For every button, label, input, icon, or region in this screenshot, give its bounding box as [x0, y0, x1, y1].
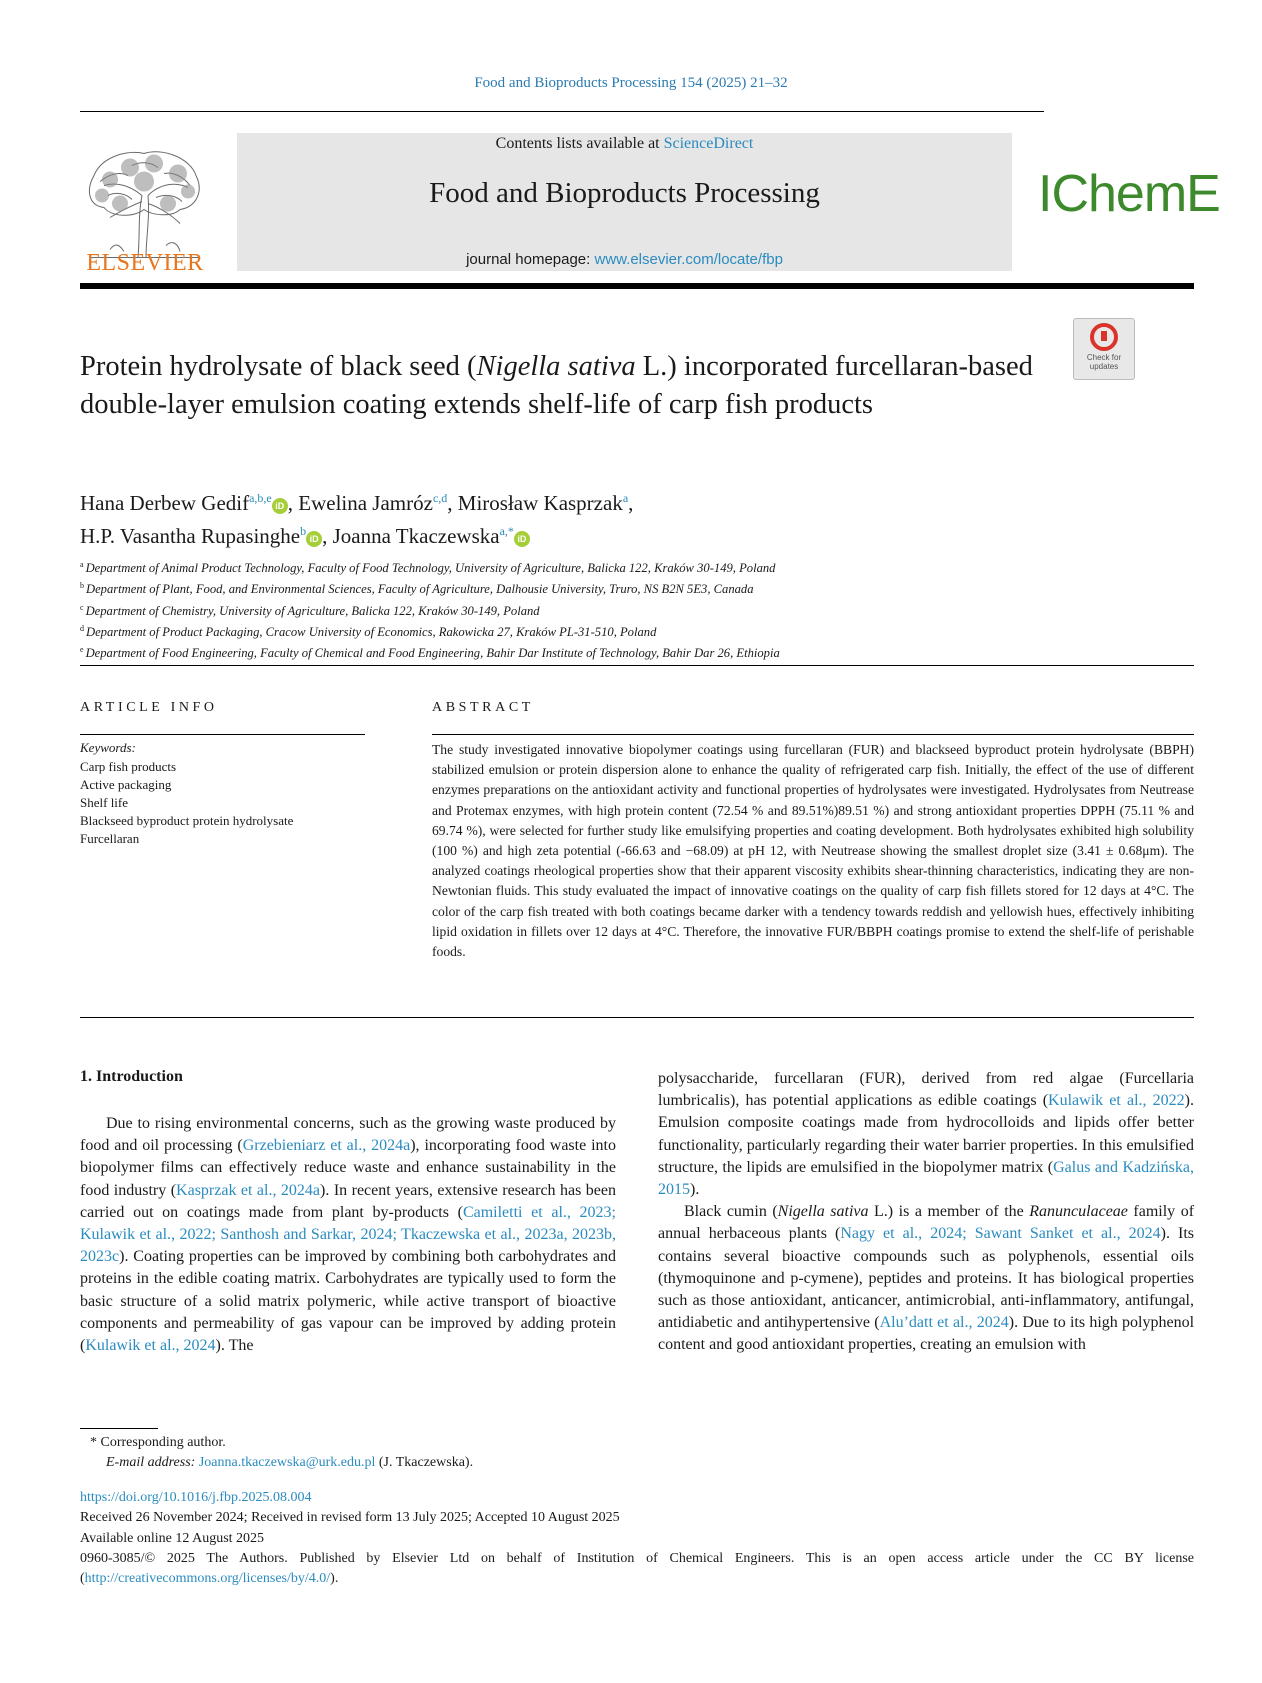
abstract-text: The study investigated innovative biopolymer coatings using furcellaran (FUR) and blackseed byproduct protein hydrolysate (BBPH) stabilized emulsion or protein dispersion alone to enhance the quality of refrigerated carp fish. Initially, the effect of the use of different enzymes preparations on the antioxidant activity and functional properties of hydrolysates were investigated. Hydrolysates from Neutrease and Protemax enzymes, with high protein content (72.54 % and 89.51%)89.51 %) and strong antioxidant properties DPPH (75.11 % and 69.74 %), were selected for further study like emulsifying properties and coating development. Both hydrolysates exhibited high solubility (100 %) and high zeta potential (-66.63 and −68.09) at pH 12, with Neutrease showing the smallest droplet size (3.41 ± 0.68μm). The analyzed coatings rheological properties show that their apparent viscosity exhibits shear-thinning characteristics, indicating they are non-Newtonian fluids. This study evaluated the impact of innovative coatings on the quality of carp fish fillets stored for 12 days at 4°C. The color of the carp fish treated with both coatings became darker with a tendency towards reddish and yellowish hues, effectively inhibiting lipid oxidation in fillets over 12 days at 4°C. Therefore, the innovative FUR/BBPH coatings promise to extend the shelf-life of perishable foods. [432, 742, 1194, 960]
abstract-heading: ABSTRACT [432, 700, 534, 715]
text-run: ). Coating properties can be improved by combining both carbohydrates and proteins in the edible coating matrix. Carbohydrates are typically used to form the basic structure of a solid matrix polymeric, while active transport of bioactive components and permeability of gas vapour can be improved by adding protein ( [80, 1248, 616, 1355]
affiliation-text: Department of Product Packaging, Cracow University of Economics, Rakowicka 27, Kraków PL-31-510, Poland [86, 624, 657, 639]
text-run: family of annual herbaceous plants ( [658, 1203, 1195, 1243]
author-name[interactable]: Joanna Tkaczewska [332, 524, 500, 548]
author-name[interactable]: Hana Derbew Gedif [80, 491, 250, 515]
keyword-item: Shelf life [80, 795, 129, 810]
citation-link[interactable]: Kulawik et al., 2022 [1048, 1092, 1185, 1110]
license-link[interactable]: http://creativecommons.org/licenses/by/4.0/ [84, 1571, 331, 1587]
title-part2: L.) incorporated furcellaran-based double-layer emulsion coating extends shelf-life of carp fish products [80, 351, 1033, 420]
header-rule [80, 111, 1044, 112]
affiliation-key: d [80, 623, 84, 633]
icheme-logo: IChemE [1038, 165, 1220, 223]
text-run: Due to rising environmental concerns, such as the growing waste produced by food and oil processing ( [80, 1115, 616, 1155]
text-run: polysaccharide, furcellaran (FUR), derived from red algae (Furcellaria lumbricalis), has potential applications as edible coatings ( [658, 1070, 1194, 1110]
affiliation-item [80, 556, 1194, 577]
author-list [80, 484, 1040, 550]
author-affiliation-marks[interactable]: b [300, 524, 307, 538]
citation-link[interactable]: Kulawik et al., 2024 [85, 1337, 216, 1355]
corresponding-footnote [80, 1433, 473, 1473]
citation-link[interactable]: Grzebieniarz et al., 2024a [242, 1137, 411, 1155]
email-line [80, 1453, 473, 1473]
article-metadata [80, 1488, 1194, 1589]
affiliation-item [80, 620, 1194, 641]
keyword-item: Furcellaran [80, 831, 140, 846]
keywords-list [80, 758, 293, 848]
abstract-rule [432, 734, 1194, 735]
text-run: ). The [215, 1337, 254, 1355]
author-name[interactable]: H.P. Vasantha Rupasinghe [80, 524, 301, 548]
orcid-icon[interactable]: iD [514, 531, 530, 547]
species-name: Nigella sativa [777, 1203, 869, 1221]
affiliation-item [80, 641, 1194, 662]
doi-link[interactable]: https://doi.org/10.1016/j.fbp.2025.08.004 [80, 1490, 312, 1505]
affiliation-text: Department of Animal Product Technology, Faculty of Food Technology, University of Agriculture, Balicka 122, Kraków 30-149, Poland [85, 561, 776, 575]
author-affiliation-marks[interactable]: a [622, 491, 629, 505]
journal-masthead [237, 133, 1012, 271]
contents-line [237, 135, 1012, 153]
affiliation-item [80, 599, 1194, 620]
masthead-rule [80, 283, 1194, 289]
text-run: ). In recent years, extensive research has been carried out on coatings made from plant by-products ( [80, 1181, 617, 1221]
affiliation-key: b [80, 581, 84, 591]
journal-title: Food and Bioproducts Processing [429, 177, 820, 209]
email-label: E-mail address: [106, 1455, 196, 1470]
affiliation-text: Department of Chemistry, University of Agriculture, Balicka 122, Kraków 30-149, Poland [85, 603, 540, 618]
text-run: ). Its contains several bioactive compounds such as polyphenols, essential oils (thymoquinone and p-cymene), peptides and proteins. It has biological properties such as those antioxidant, anticancer, antimicrobial, anti-inflammatory, antifungal, antidiabetic and antihypertensive ( [658, 1225, 1195, 1332]
family-name: Ranunculaceae [1029, 1203, 1128, 1221]
keyword-item: Active packaging [80, 777, 172, 792]
keyword-item: Carp fish products [80, 759, 177, 774]
author-affiliation-marks[interactable]: c,d [432, 491, 448, 505]
text-run: ), incorporating food waste into biopolymer films can effectively reduce waste and enhance sustainability in the food industry ( [80, 1137, 617, 1199]
license-statement [80, 1549, 1194, 1590]
author-affiliation-marks[interactable]: a,b,e [249, 491, 272, 505]
email-suffix: (J. Tkaczewska). [375, 1455, 474, 1470]
received-dates: Received 26 November 2024; Received in revised form 13 July 2025; Accepted 10 August 2025 [80, 1510, 620, 1526]
article-info-heading: ARTICLE INFO [80, 700, 218, 715]
intro-paragraph [80, 1113, 616, 1357]
author-separator: , [628, 491, 634, 515]
corresponding-author: * Corresponding author. [90, 1435, 226, 1450]
intro-left-column [80, 1113, 616, 1357]
text-run: ). Emulsion composite coatings made from hydrocolloids and lipids offer better functionality, particularly regarding their water barrier properties. In this emulsified structure, the lipids are emulsified in the biopolymer matrix ( [658, 1092, 1194, 1176]
affiliation-key: c [80, 602, 84, 612]
check-updates-line2: updates [1089, 362, 1119, 371]
affiliations-rule [80, 665, 1194, 666]
affiliation-key: a [80, 560, 84, 569]
affiliation-text: Department of Food Engineering, Faculty of Chemical and Food Engineering, Bahir Dar Institute of Technology, Bahir Dar 26, Ethiopia [85, 646, 780, 661]
homepage-prefix: journal homepage: [466, 251, 595, 268]
author-separator: , [322, 524, 333, 548]
title-part1: Protein hydrolysate of black seed ( [80, 351, 477, 382]
introduction-heading: 1. Introduction [80, 1068, 183, 1085]
intro-right-column [658, 1068, 1194, 1357]
affiliations [80, 556, 1194, 662]
citation-link[interactable]: Galus and Kadzińska, 2015 [658, 1158, 1194, 1199]
check-for-updates-button[interactable] [1073, 318, 1135, 380]
available-online: Available online 12 August 2025 [80, 1530, 265, 1546]
journal-homepage-link[interactable]: www.elsevier.com/locate/fbp [594, 251, 783, 268]
orcid-icon[interactable]: iD [272, 498, 288, 514]
bookmark-icon [1090, 323, 1118, 351]
abstract-end-rule [80, 1017, 1194, 1018]
contents-prefix: Contents lists available at [495, 135, 664, 152]
keywords-label: Keywords: [80, 740, 136, 755]
text-run: Black cumin ( [684, 1203, 778, 1221]
citation-link[interactable]: Alu’datt et al., 2024 [879, 1314, 1009, 1332]
author-separator: , [287, 491, 299, 515]
author-name[interactable]: Mirosław Kasprzak [457, 491, 623, 515]
citation-link[interactable]: Kasprzak et al., 2024a [176, 1181, 321, 1199]
keyword-item: Blackseed byproduct protein hydrolysate [80, 813, 294, 828]
text-run: ). [690, 1181, 700, 1199]
citation-link[interactable]: Nagy et al., 2024; Sawant Sanket et al., 2024 [840, 1225, 1161, 1243]
article-info-rule [80, 734, 365, 735]
email-link[interactable]: Joanna.tkaczewska@urk.edu.pl [198, 1455, 376, 1470]
license-text: 0960-3085/© 2025 The Authors. Published by Elsevier Ltd on behalf of Institution of Chemical Engineers. This is an open access article under the CC BY license ( [80, 1550, 1194, 1587]
text-run: L.) is a member of the [868, 1203, 1030, 1221]
text-run: ). Due to its high polyphenol content and good antioxidant properties, creating an emulsion with [658, 1314, 1195, 1354]
footnote-rule [80, 1428, 158, 1429]
author-name[interactable]: Ewelina Jamróz [298, 491, 433, 515]
article-title [80, 348, 1040, 423]
intro-paragraph [658, 1201, 1194, 1356]
title-italic: Nigella sativa [476, 351, 636, 382]
author-separator: , [447, 491, 458, 515]
journal-reference[interactable]: Food and Bioproducts Processing 154 (2025) 21–32 [474, 75, 788, 91]
license-end: ). [330, 1571, 339, 1587]
orcid-icon[interactable]: iD [306, 531, 322, 547]
intro-paragraph [658, 1068, 1194, 1201]
sciencedirect-link[interactable]: ScienceDirect [663, 135, 754, 152]
elsevier-wordmark: ELSEVIER [86, 250, 204, 276]
author-affiliation-marks[interactable]: a,* [499, 524, 514, 538]
homepage-line [237, 251, 1012, 268]
check-updates-line1: Check for [1086, 353, 1122, 362]
affiliation-key: e [80, 645, 84, 655]
affiliation-text: Department of Plant, Food, and Environmental Sciences, Faculty of Agriculture, Dalhousie University, Truro, NS B2N 5E3, Canada [86, 582, 754, 597]
affiliation-item [80, 577, 1194, 598]
citation-link[interactable]: Camiletti et al., 2023; Kulawik et al., 2022; Santhosh and Sarkar, 2024; Tkaczewska et al., 2023a, 2023b, 2023c [80, 1203, 616, 1266]
